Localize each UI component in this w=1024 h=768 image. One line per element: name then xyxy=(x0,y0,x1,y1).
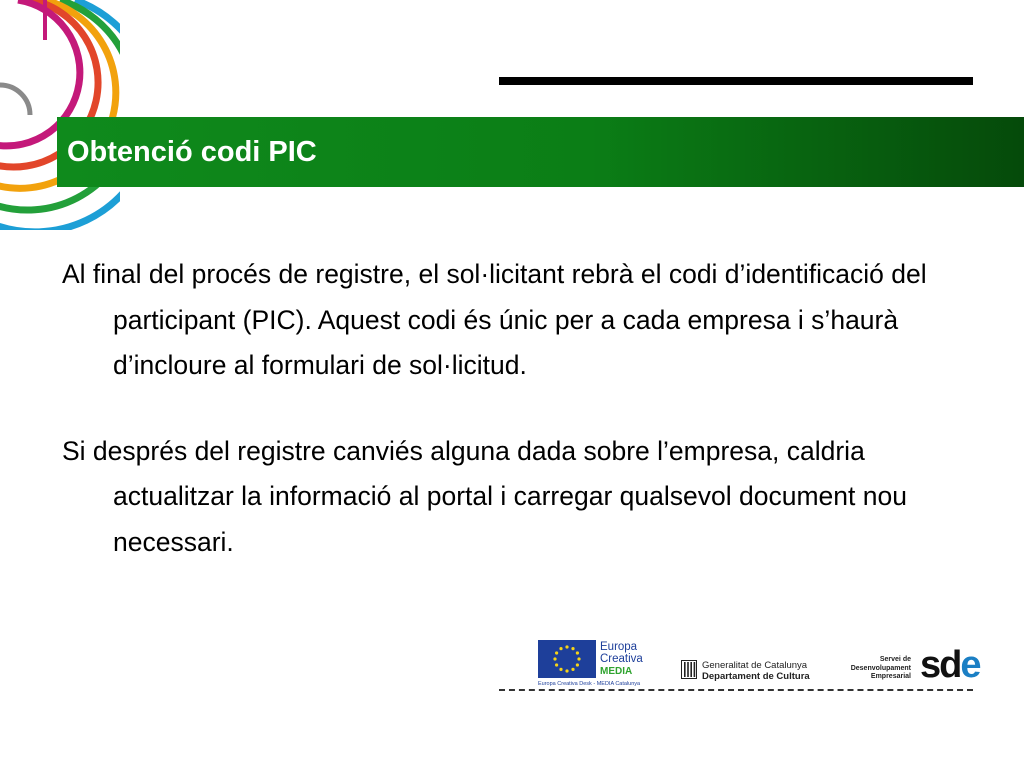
sde-wordmark xyxy=(920,646,980,684)
title-bar xyxy=(57,117,1024,187)
paragraph-pic-code: Al final del procés de registre, el sol·licitant rebrà el codi d’identificació del participant (PIC). Aquest codi és únic per a cada empresa i s’haurà d’incloure al formulari de sol·licitud. xyxy=(62,259,927,380)
eu-logo-line1: Europa xyxy=(600,641,638,653)
eu-logo-media: MEDIA xyxy=(600,666,633,677)
europa-creativa-logo xyxy=(538,640,658,690)
sde-mark-d: d xyxy=(939,644,961,686)
top-divider xyxy=(499,77,973,85)
eu-flag-icon xyxy=(538,640,596,678)
eu-logo-line2: Creativa xyxy=(600,653,643,665)
sde-tag-line2: Desenvolupament xyxy=(850,664,911,672)
sde-mark-s: s xyxy=(920,644,940,686)
sde-tag-line1: Servei de xyxy=(879,656,911,663)
gencat-line1: Generalitat de Catalunya xyxy=(702,660,808,671)
generalitat-logo xyxy=(681,660,831,684)
decorative-arcs xyxy=(0,0,120,230)
slide-title: Obtenció codi PIC xyxy=(67,136,317,168)
sde-logo xyxy=(840,644,980,686)
footer-logos xyxy=(0,630,1024,710)
slide-body xyxy=(62,252,992,565)
gencat-line2: Departament de Cultura xyxy=(702,671,810,682)
footer-divider xyxy=(499,689,973,691)
eu-logo-strap: Europa Creativa Desk - MEDIA Catalunya xyxy=(538,681,641,687)
paragraph-update-info: Si després del registre canviés alguna dada sobre l’empresa, caldria actualitzar la informació al portal i carregar qualsevol document nou necessari. xyxy=(62,435,907,557)
sde-tagline xyxy=(851,656,911,682)
gencat-emblem-icon xyxy=(681,660,697,679)
sde-tag-line3: Empresarial xyxy=(870,673,911,680)
sde-mark-e: e xyxy=(960,644,980,686)
